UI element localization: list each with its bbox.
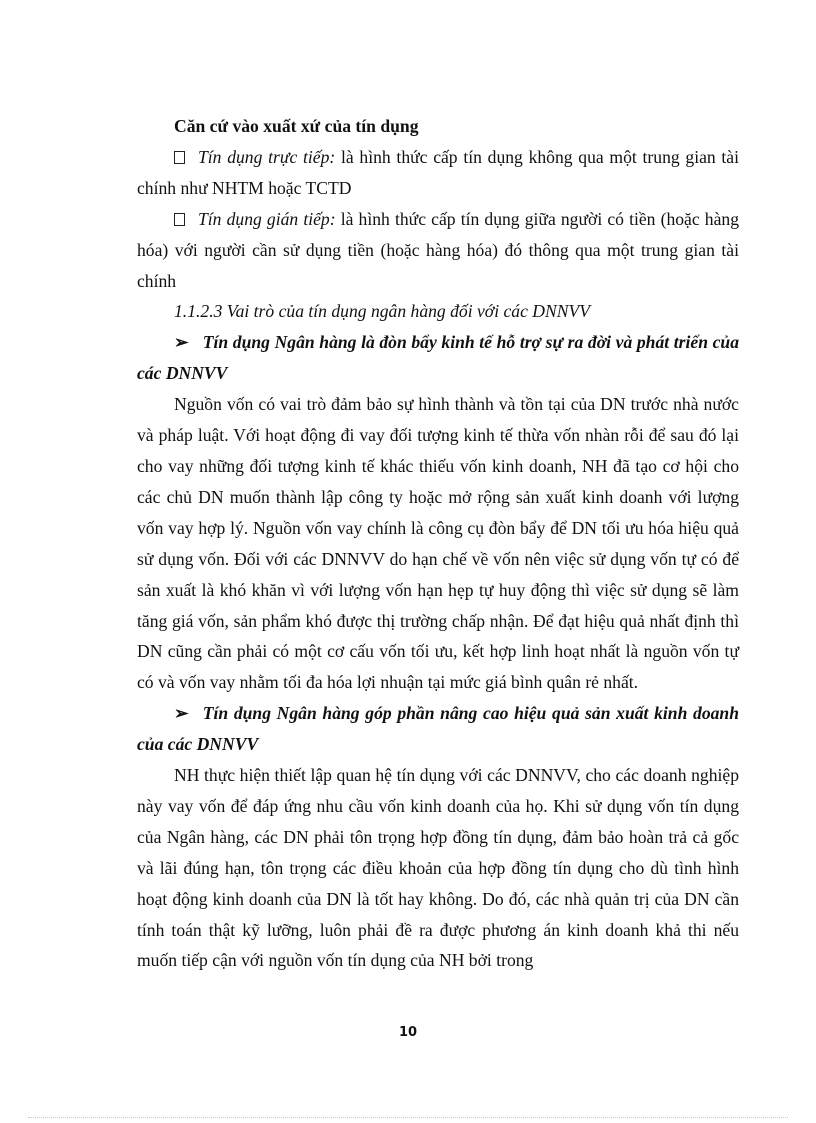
page-number: 10	[398, 1025, 418, 1040]
arrow-heading-1	[137, 327, 739, 389]
subsection-title: 1.1.2.3 Vai trò của tín dụng ngân hàng đối với các DNNVV	[174, 301, 590, 322]
bullet-item-direct-credit	[137, 142, 739, 204]
page-content	[137, 111, 739, 976]
arrow-heading-text: Tín dụng Ngân hàng là đòn bẩy kinh tế hỗ trợ sự ra đời và phát triển của các DNNVV	[137, 332, 739, 384]
checkbox-bullet-icon	[174, 151, 185, 164]
body-paragraph-2: NH thực hiện thiết lập quan hệ tín dụng với các DNNVV, cho các doanh nghiệp này vay vốn để đáp ứng nhu cầu vốn kinh doanh của họ. Khi sử dụng vốn tín dụng của Ngân hàng, các DN phải tôn trọng hợp đồng tín dụng, đảm bảo hoàn trả cả gốc và lãi đúng hạn, tôn trọng các điều khoản của hợp đồng tín dụng cho dù tình hình hoạt động kinh doanh của DN là tốt hay không. Do đó, các nhà quản trị của DN cần tính toán thật kỹ lưỡng, luôn phải đề ra được phương án kinh doanh khả thi nếu muốn tiếp cận với nguồn vốn tín dụng của NH bởi trong	[137, 765, 739, 971]
arrow-heading-2	[137, 698, 739, 760]
bullet-item-indirect-credit	[137, 204, 739, 297]
arrow-heading-text: Tín dụng Ngân hàng góp phần nâng cao hiệu quả sản xuất kinh doanh của các DNNVV	[137, 703, 739, 755]
arrow-bullet-icon: ➢	[174, 703, 189, 724]
bullet-text: là hình thức cấp tín dụng giữa người có tiền (hoặc hàng hóa) với người cần sử dụng tiền (hoặc hàng hóa) đó thông qua một trung gian tài chính	[137, 208, 740, 291]
bullet-term: Tín dụng gián tiếp:	[198, 208, 336, 229]
body-paragraph-1: Nguồn vốn có vai trò đảm bảo sự hình thành và tồn tại của DN trước nhà nước và pháp luật. Với hoạt động đi vay đối tượng kinh tế thừa vốn nhàn rỗi để sau đó lại cho vay những đối tượng kinh tế khác thiếu vốn kinh doanh, NH đã tạo cơ hội cho các chủ DN muốn thành lập công ty hoặc mở rộng sản xuất kinh doanh với lượng vốn vay hợp lý. Nguồn vốn vay chính là công cụ đòn bẩy để DN tối ưu hóa hiệu quả sử dụng vốn. Đối với các DNNVV do hạn chế về vốn nên việc sử dụng vốn tự có để sản xuất là khó khăn vì với lượng vốn hạn hẹp tự huy động thì việc sử dụng sẽ làm tăng giá vốn, sản phẩm khó được thị trường chấp nhận. Để đạt hiệu quả nhất định thì DN cũng cần phải có một cơ cấu vốn tối ưu, kết hợp linh hoạt nhất là nguồn vốn tự có và vốn vay nhằm tối đa hóa lợi nhuận tại mức giá bình quân rẻ nhất.	[137, 394, 739, 693]
page-bottom-divider	[28, 1117, 788, 1118]
bullet-term: Tín dụng trực tiếp:	[198, 146, 336, 167]
bullet-text: là hình thức cấp tín dụng không qua một trung gian tài chính như NHTM hoặc TCTD	[137, 146, 740, 198]
checkbox-bullet-icon	[174, 213, 185, 226]
arrow-bullet-icon: ➢	[174, 332, 189, 353]
section-heading: Căn cứ vào xuất xứ của tín dụng	[174, 116, 419, 136]
